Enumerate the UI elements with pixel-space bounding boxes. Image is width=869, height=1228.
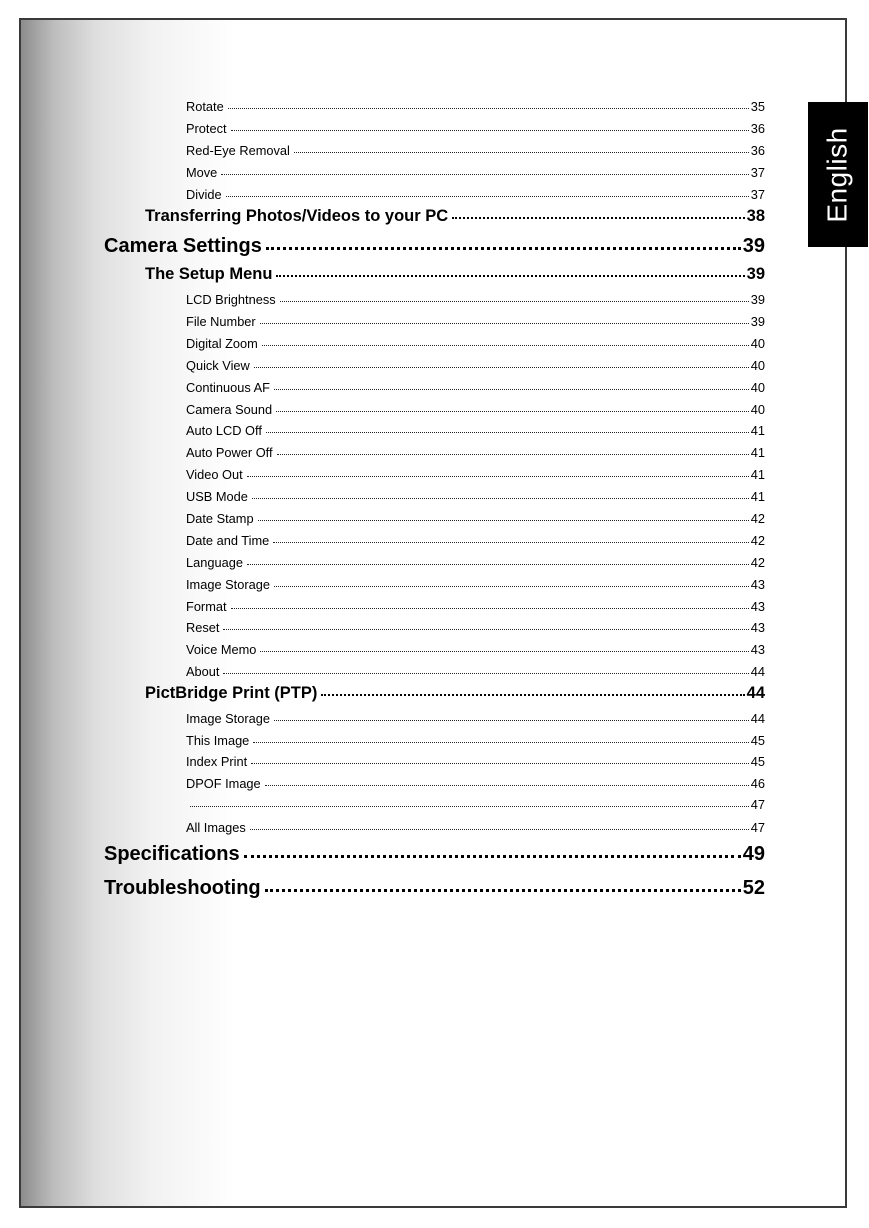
- toc-dot-leader: [231, 130, 749, 131]
- toc-entry-title: Quick View: [186, 358, 250, 373]
- toc-entry[interactable]: [186, 99, 765, 117]
- toc-dot-leader: [258, 520, 749, 521]
- toc-dot-leader: [277, 454, 749, 455]
- toc-dot-leader: [231, 608, 749, 609]
- toc-entry[interactable]: [186, 336, 765, 354]
- toc-entry-title: USB Mode: [186, 489, 248, 504]
- toc-entry[interactable]: [186, 121, 765, 139]
- toc-entry[interactable]: [186, 380, 765, 398]
- toc-dot-leader: [321, 694, 744, 696]
- toc-entry-title: The Setup Menu: [145, 265, 273, 283]
- toc-entry-title: All Images: [186, 820, 246, 835]
- toc-entry-page: 40: [750, 336, 765, 351]
- toc-entry[interactable]: [186, 314, 765, 332]
- toc-entry-page: 43: [750, 620, 765, 635]
- toc-entry-page: 42: [750, 533, 765, 548]
- toc-entry-page: 45: [750, 754, 765, 769]
- toc-dot-leader: [244, 855, 741, 858]
- toc-entry-title: File Number: [186, 314, 256, 329]
- toc-entry[interactable]: [186, 577, 765, 595]
- toc-dot-leader: [294, 152, 749, 153]
- toc-entry-page: 37: [750, 187, 765, 202]
- toc-entry-title: Red-Eye Removal: [186, 143, 290, 158]
- toc-dot-leader: [247, 564, 749, 565]
- toc-entry[interactable]: [186, 533, 765, 551]
- toc-entry[interactable]: [186, 642, 765, 660]
- toc-entry-title: Auto LCD Off: [186, 423, 262, 438]
- toc-entry-page: 40: [750, 358, 765, 373]
- toc-entry-title: Digital Zoom: [186, 336, 258, 351]
- toc-dot-leader: [253, 742, 748, 743]
- toc-entry-page: 43: [750, 642, 765, 657]
- toc-entry[interactable]: [186, 754, 765, 772]
- toc-dot-leader: [226, 196, 749, 197]
- toc-entry-page: 43: [750, 599, 765, 614]
- toc-entry[interactable]: [186, 358, 765, 376]
- toc-entry-page: 39: [742, 235, 765, 257]
- toc-entry-page: 37: [750, 165, 765, 180]
- toc-entry-title: Protect: [186, 121, 227, 136]
- toc-entry-title: Index Print: [186, 754, 248, 769]
- toc-dot-leader: [251, 763, 749, 764]
- toc-entry[interactable]: [186, 733, 765, 751]
- toc-entry-title: DPOF Image: [186, 776, 261, 791]
- toc-dot-leader: [262, 345, 749, 346]
- toc-entry-title: This Image: [186, 733, 250, 748]
- toc-entry-title: Camera Settings: [104, 235, 262, 257]
- toc-dot-leader: [274, 720, 749, 721]
- toc-entry[interactable]: [186, 143, 765, 161]
- toc-dot-leader: [266, 247, 741, 250]
- toc-entry-page: 47: [750, 797, 765, 812]
- toc-entry-title: LCD Brightness: [186, 292, 276, 307]
- toc-entry[interactable]: [186, 165, 765, 183]
- toc-dot-leader: [280, 301, 749, 302]
- toc-entry[interactable]: [186, 511, 765, 529]
- toc-entry[interactable]: [186, 445, 765, 463]
- language-tab: [808, 102, 868, 247]
- toc-entry[interactable]: [186, 402, 765, 420]
- toc-entry[interactable]: [186, 664, 765, 682]
- toc-entry[interactable]: [104, 877, 765, 903]
- toc-entry[interactable]: [186, 711, 765, 729]
- toc-entry-page: 43: [750, 577, 765, 592]
- toc-entry[interactable]: [104, 235, 765, 261]
- toc-entry-page: 39: [750, 292, 765, 307]
- toc-entry-title: Image Storage: [186, 577, 270, 592]
- toc-entry-title: Reset: [186, 620, 220, 635]
- toc-entry[interactable]: [186, 187, 765, 205]
- toc-entry-title: Format: [186, 599, 227, 614]
- toc-entry-title: Date and Time: [186, 533, 270, 548]
- toc-entry-page: 36: [750, 143, 765, 158]
- toc-dot-leader: [266, 432, 749, 433]
- toc-entry-title: About: [186, 664, 220, 679]
- toc-entry-title: Camera Sound: [186, 402, 273, 417]
- toc-entry-title: Date Stamp: [186, 511, 254, 526]
- toc-entry-page: 41: [750, 445, 765, 460]
- toc-entry-page: 39: [750, 314, 765, 329]
- toc-dot-leader: [274, 389, 749, 390]
- toc-dot-leader: [254, 367, 749, 368]
- toc-entry-page: 36: [750, 121, 765, 136]
- toc-dot-leader: [452, 217, 744, 219]
- toc-entry-title: Auto Power Off: [186, 445, 273, 460]
- toc-entry[interactable]: [186, 599, 765, 617]
- toc-entry[interactable]: [186, 467, 765, 485]
- toc-entry-title: Transferring Photos/Videos to your PC: [145, 207, 449, 225]
- toc-dot-leader: [252, 498, 749, 499]
- toc-dot-leader: [260, 651, 748, 652]
- toc-entry-title: Divide: [186, 187, 222, 202]
- toc-dot-leader: [276, 411, 749, 412]
- toc-entry[interactable]: [186, 292, 765, 310]
- toc-entry-page: 49: [742, 843, 765, 865]
- toc-entry-page: 47: [750, 820, 765, 835]
- toc-entry-page: 39: [746, 265, 765, 283]
- toc-entry-page: 45: [750, 733, 765, 748]
- toc-entry-title: Image Storage: [186, 711, 270, 726]
- toc-entry-title: Move: [186, 165, 218, 180]
- toc-dot-leader: [223, 673, 748, 674]
- toc-entry-page: 44: [750, 664, 765, 679]
- toc-entry-title: Rotate: [186, 99, 224, 114]
- toc-dot-leader: [221, 174, 748, 175]
- toc-entry-title: Video Out: [186, 467, 243, 482]
- toc-entry[interactable]: [145, 684, 765, 706]
- toc-entry[interactable]: [186, 489, 765, 507]
- toc-entry[interactable]: [145, 265, 765, 287]
- toc-entry-page: 44: [750, 711, 765, 726]
- toc-entry-title: PictBridge Print (PTP): [145, 684, 318, 702]
- toc-entry-page: 42: [750, 555, 765, 570]
- toc-entry-page: 40: [750, 380, 765, 395]
- toc-dot-leader: [265, 785, 749, 786]
- toc-entry[interactable]: [145, 207, 765, 229]
- toc-entry-title: Voice Memo: [186, 642, 257, 657]
- toc-entry[interactable]: [186, 776, 765, 794]
- toc-entry-title: Troubleshooting: [104, 877, 261, 899]
- toc-dot-leader: [265, 889, 741, 892]
- toc-entry-page: 41: [750, 467, 765, 482]
- toc-entry[interactable]: [186, 555, 765, 573]
- toc-entry[interactable]: [186, 820, 765, 838]
- toc-dot-leader: [274, 586, 749, 587]
- toc-entry-page: 41: [750, 489, 765, 504]
- toc-entry-title: Continuous AF: [186, 380, 270, 395]
- toc-entry[interactable]: [186, 620, 765, 638]
- toc-entry[interactable]: [186, 423, 765, 441]
- toc-dot-leader: [190, 806, 749, 807]
- toc-dot-leader: [260, 323, 749, 324]
- toc-dot-leader: [276, 275, 744, 277]
- toc-entry-page: 38: [746, 207, 765, 225]
- toc-dot-leader: [250, 829, 749, 830]
- toc-entry-title: Language: [186, 555, 243, 570]
- toc-entry-page: 35: [750, 99, 765, 114]
- toc-dot-leader: [228, 108, 749, 109]
- toc-dot-leader: [223, 629, 748, 630]
- language-tab-label: English: [822, 126, 853, 223]
- toc-dot-leader: [247, 476, 749, 477]
- toc-entry-page: 46: [750, 776, 765, 791]
- toc-dot-leader: [273, 542, 749, 543]
- toc-entry-page: 41: [750, 423, 765, 438]
- toc-entry-page: 44: [746, 684, 765, 702]
- toc-entry[interactable]: [186, 797, 765, 815]
- toc-entry-page: 40: [750, 402, 765, 417]
- toc-entry-page: 42: [750, 511, 765, 526]
- toc-entry-page: 52: [742, 877, 765, 899]
- toc-entry-title: Specifications: [104, 843, 240, 865]
- toc-entry[interactable]: [104, 843, 765, 869]
